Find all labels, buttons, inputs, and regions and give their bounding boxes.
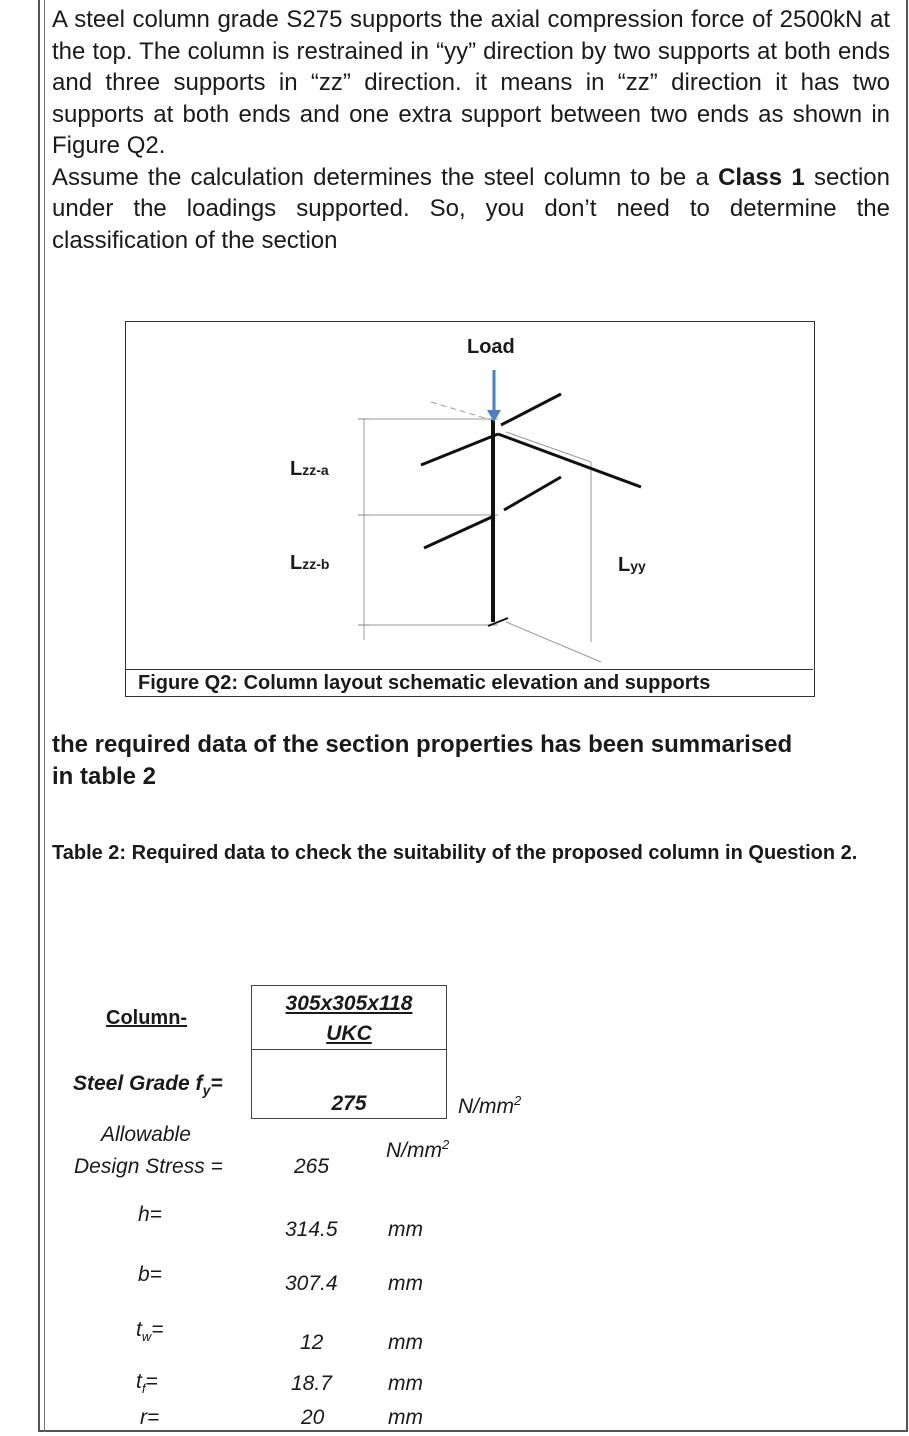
table-caption: Table 2: Required data to check the suitability of the proposed column in Question 2. xyxy=(52,842,858,864)
h-label: h= xyxy=(138,1203,162,1226)
figure-caption: Figure Q2: Column layout schematic elevation and supports xyxy=(138,672,711,694)
tw-unit: mm xyxy=(388,1331,423,1354)
lyy-label: Lyy xyxy=(618,554,646,576)
section-box xyxy=(251,985,447,1050)
lzz-a-label: Lzz-a xyxy=(290,458,329,480)
tw-label: $t_w=$ xyxy=(136,1318,164,1345)
guide-yy-bottom xyxy=(506,622,601,662)
steel-grade-label: Steel Grade $f_y=$ xyxy=(73,1072,223,1099)
support-mid-left xyxy=(424,516,494,548)
fy-unit: $N/mm^2$ xyxy=(458,1093,522,1118)
tf-label: $t_f=$ xyxy=(136,1370,158,1397)
b-unit: mm xyxy=(388,1272,423,1295)
r-label: r= xyxy=(140,1406,160,1429)
lzz-b-label: Lzz-b xyxy=(290,552,330,574)
steel-grade-value: 275 xyxy=(331,1092,367,1115)
allowable-label-2: Design Stress = xyxy=(74,1155,223,1178)
class-1-bold: Class 1 xyxy=(718,163,805,191)
allowable-label-1: Allowable xyxy=(101,1123,191,1146)
b-label: b= xyxy=(138,1263,162,1286)
allowable-value: 265 xyxy=(294,1155,330,1178)
support-top-upper xyxy=(501,394,561,425)
b-value: 307.4 xyxy=(285,1272,338,1295)
column-label: Column- xyxy=(106,1007,188,1029)
support-top-right xyxy=(498,434,641,487)
tw-value: 12 xyxy=(300,1331,324,1354)
section-designation: 305x305x118 UKC xyxy=(285,992,413,1045)
figure-q2 xyxy=(125,321,815,697)
tf-unit: mm xyxy=(388,1372,423,1395)
frame-inner-line xyxy=(44,0,45,1432)
figure-caption-box xyxy=(126,669,813,697)
steel-grade-box xyxy=(251,1049,447,1119)
r-value: 20 xyxy=(301,1406,325,1429)
load-label: Load xyxy=(467,336,515,358)
r-unit: mm xyxy=(388,1406,423,1429)
guide-yy-top xyxy=(506,432,591,462)
h-value: 314.5 xyxy=(285,1218,338,1241)
support-top-left xyxy=(421,434,498,465)
column-schematic xyxy=(126,322,813,669)
support-mid-right xyxy=(504,477,561,510)
load-arrow-head xyxy=(487,410,501,422)
h-unit: mm xyxy=(388,1218,423,1241)
section-heading: the required data of the section properties has been summarised in table 2 xyxy=(52,731,793,790)
allowable-unit: $N/mm^2$ xyxy=(386,1137,450,1162)
intro-paragraph-1: A steel column grade S275 supports the axial compression force of 2500kN at the top. The column is restrained in “yy” direction by two supports at both ends and three supports in “zz” direction. it means in “zz” direction it has two supports at both ends and one extra support between two ends as shown in Figure Q2. Assume the calculation determines the steel column to be a Class 1 section under the loadings supported. So, you don’t need to determine the classification of the section xyxy=(52,6,891,254)
tf-value: 18.7 xyxy=(291,1372,332,1395)
